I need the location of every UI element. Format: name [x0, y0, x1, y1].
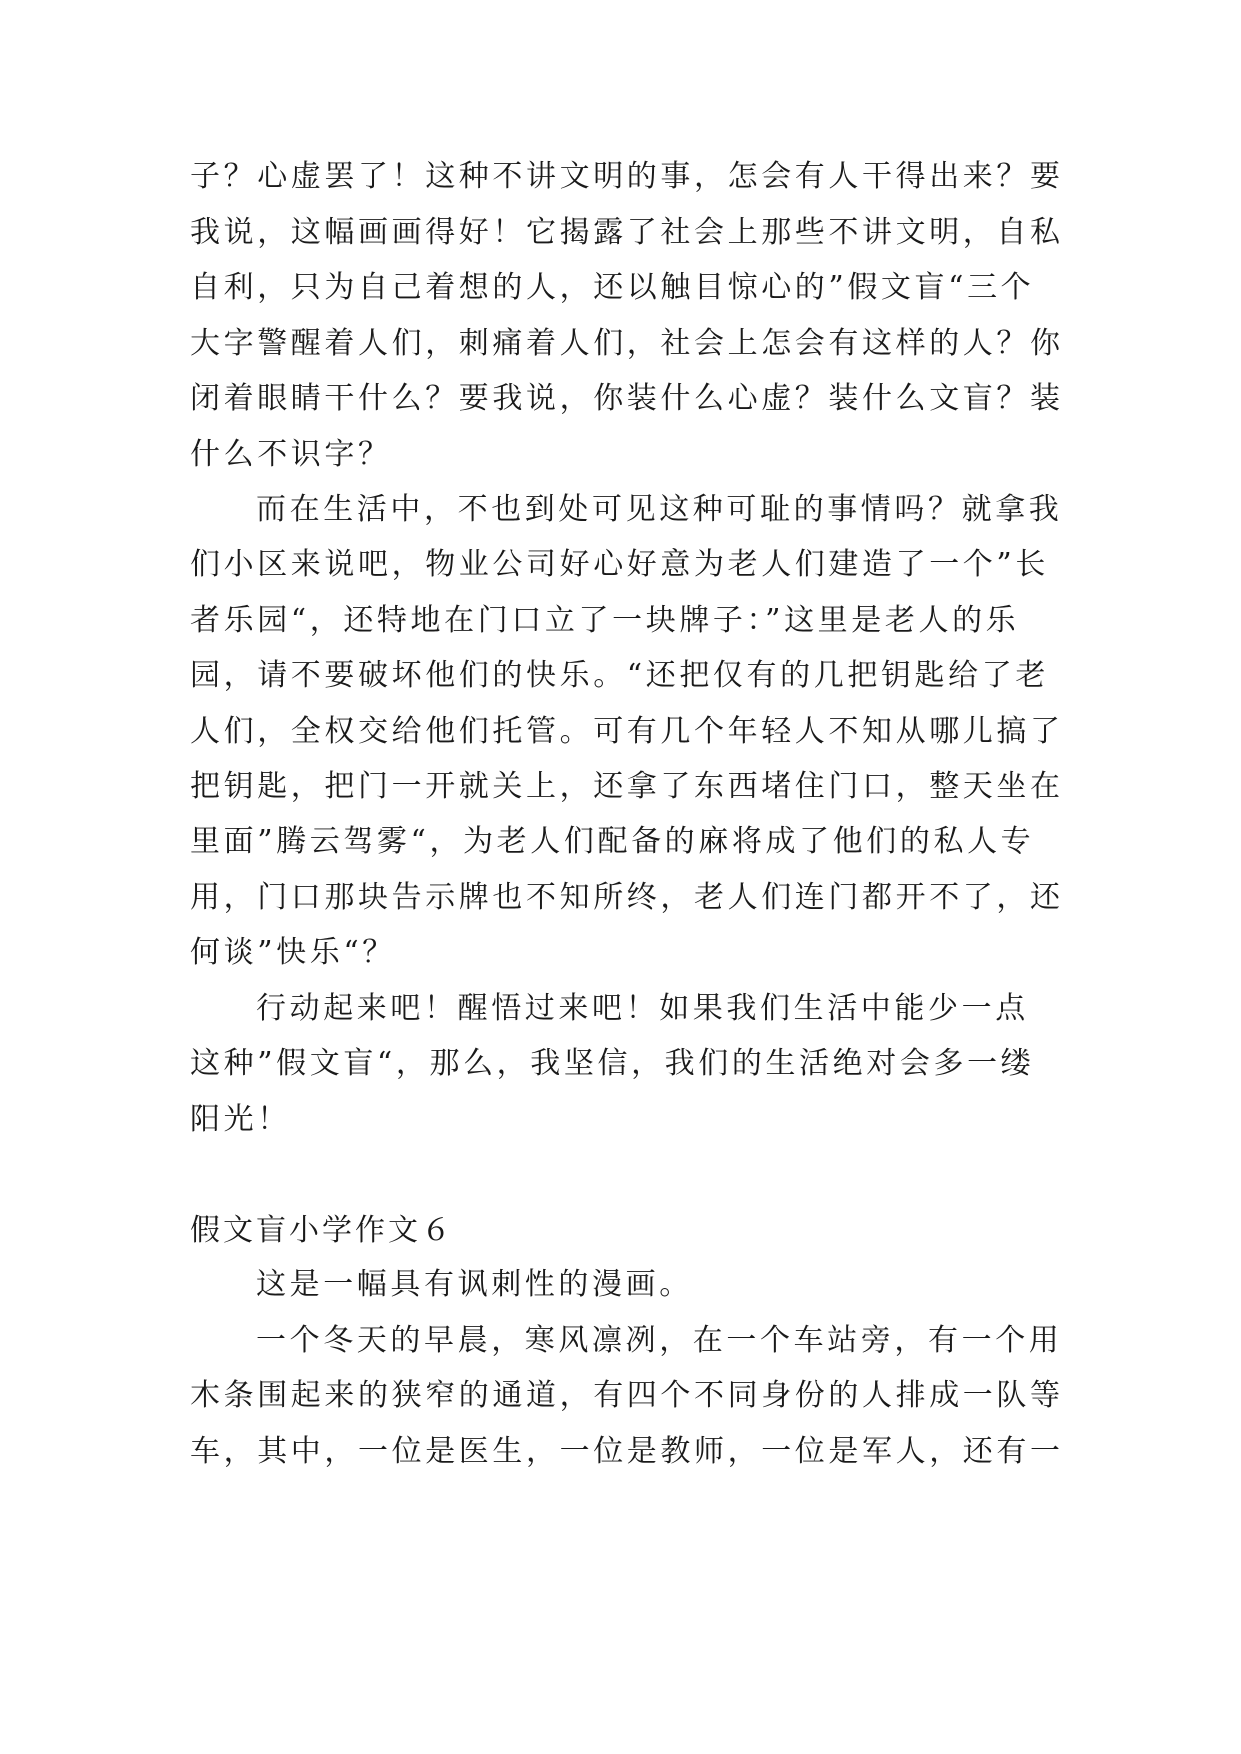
paragraph-line-10: 园，请不要破坏他们的快乐。“还把仅有的几把钥匙给了老	[190, 658, 1049, 693]
paragraph-line-7: 而在生活中，不也到处可见这种可耻的事情吗？就拿我	[256, 492, 1063, 527]
paragraph-line-1: 子？心虚罢了！这种不讲文明的事，怎会有人干得出来？要	[190, 159, 1064, 194]
paragraph-line-4: 大字警醒着人们，刺痛着人们，社会上怎会有这样的人？你	[190, 326, 1064, 361]
paragraph-line-9: 者乐园“，还特地在门口立了一块牌子：”这里是老人的乐	[190, 603, 1020, 638]
paragraph-line-21: 一个冬天的早晨，寒风凛冽，在一个车站旁，有一个用	[256, 1323, 1063, 1358]
paragraph-line-20: 这是一幅具有讽刺性的漫画。	[256, 1267, 693, 1302]
paragraph-line-5: 闭着眼睛干什么？要我说，你装什么心虚？装什么文盲？装	[190, 381, 1064, 416]
paragraph-line-16: 行动起来吧！醒悟过来吧！如果我们生活中能少一点	[256, 991, 1029, 1026]
paragraph-line-14: 用，门口那块告示牌也不知所终，老人们连门都开不了，还	[190, 880, 1064, 915]
paragraph-line-17: 这种”假文盲“，那么，我坚信，我们的生活绝对会多一缕	[190, 1046, 1035, 1081]
paragraph-line-23: 车，其中，一位是医生，一位是教师，一位是军人，还有一	[190, 1434, 1064, 1469]
paragraph-line-2: 我说，这幅画画得好！它揭露了社会上那些不讲文明，自私	[190, 215, 1064, 250]
paragraph-line-15: 何谈”快乐“？	[190, 935, 396, 970]
section-heading: 假文盲小学作文６	[190, 1213, 454, 1248]
paragraph-line-3: 自利，只为自己着想的人，还以触目惊心的”假文盲“三个	[190, 270, 1035, 305]
paragraph-line-18: 阳光！	[190, 1102, 291, 1137]
paragraph-line-6: 什么不识字？	[190, 437, 392, 472]
paragraph-line-8: 们小区来说吧，物业公司好心好意为老人们建造了一个”长	[190, 547, 1049, 582]
paragraph-line-12: 把钥匙，把门一开就关上，还拿了东西堵住门口，整天坐在	[190, 769, 1064, 804]
paragraph-line-22: 木条围起来的狭窄的通道，有四个不同身份的人排成一队等	[190, 1378, 1064, 1413]
paragraph-line-13: 里面”腾云驾雾“，为老人们配备的麻将成了他们的私人专	[190, 824, 1035, 859]
paragraph-line-11: 人们，全权交给他们托管。可有几个年轻人不知从哪儿搞了	[190, 714, 1064, 749]
